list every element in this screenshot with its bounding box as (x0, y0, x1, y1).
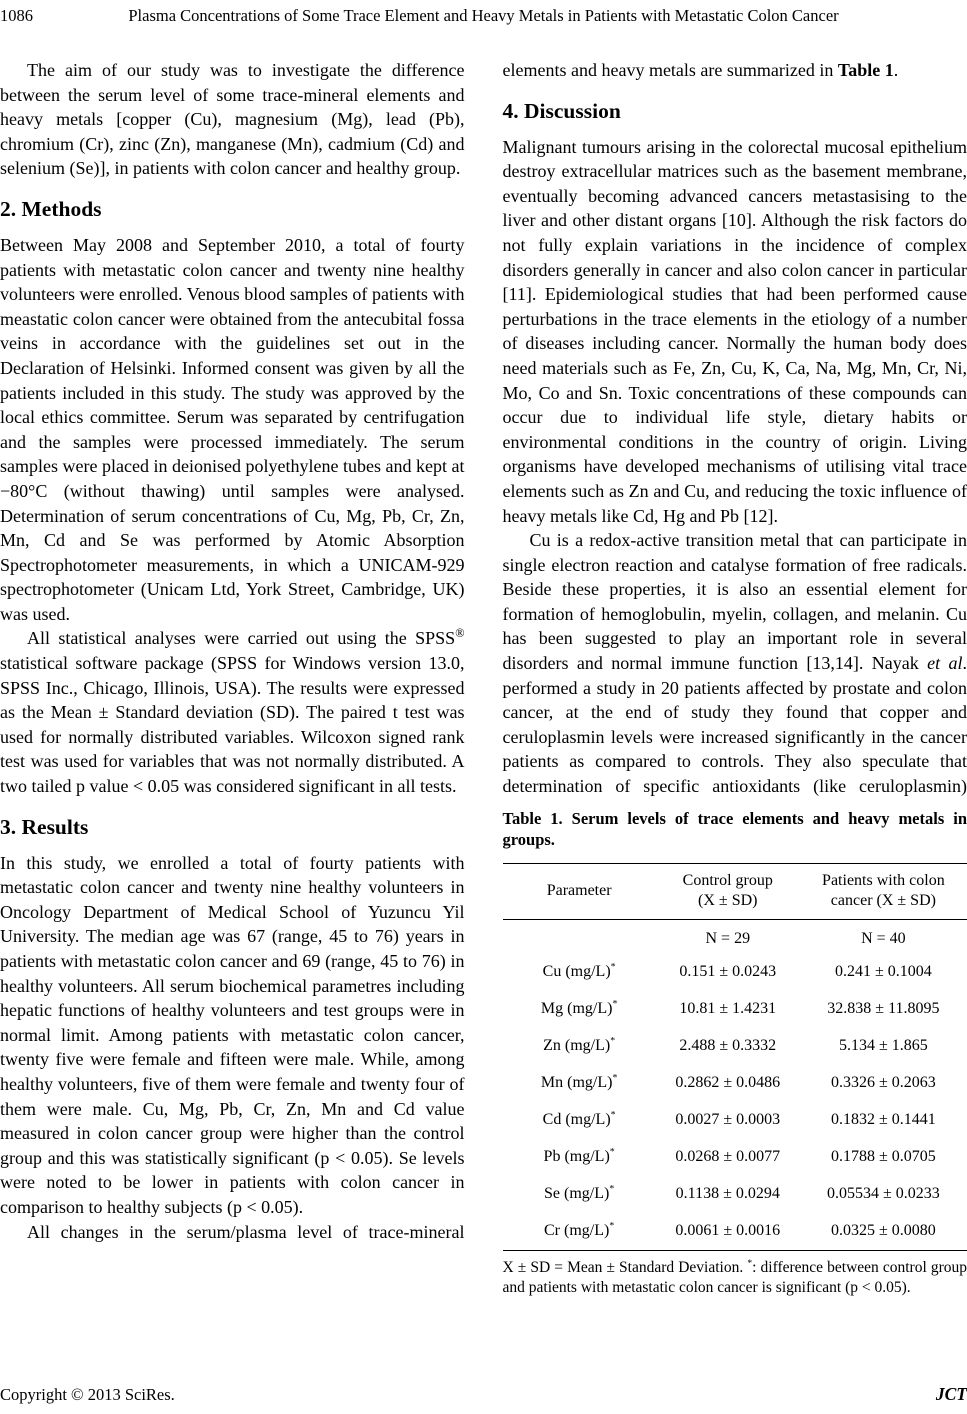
methods-paragraph-2 (0, 626, 465, 798)
two-column-body (0, 58, 967, 1298)
significance-asterisk: * (612, 998, 618, 1010)
cancer-value-cell: 0.3326 ± 0.2063 (830, 1074, 936, 1092)
text-segment: X ± SD = Mean ± Standard Deviation. (502, 1258, 748, 1276)
column-header-control-group (656, 863, 800, 919)
et-al-italic: et al (927, 653, 963, 674)
table-footnote (503, 1258, 967, 1298)
running-title: Plasma Concentrations of Some Trace Element and Heavy Metals in Patients with Metastatic Colon Cancer (128, 6, 839, 25)
table-caption: Table 1. Serum levels of trace elements and heavy metals in groups. (502, 808, 967, 850)
significance-asterisk: * (612, 1072, 618, 1084)
control-value-cell: 0.1138 ± 0.0294 (675, 1185, 780, 1203)
text-segment: . (893, 60, 899, 80)
control-value-cell: 10.81 ± 1.4231 (679, 1000, 777, 1018)
cancer-value-cell: 0.1788 ± 0.0705 (830, 1148, 936, 1166)
control-value-cell: 0.151 ± 0.0243 (679, 963, 777, 981)
text-segment: Pb (mg/L) (543, 1148, 610, 1166)
cancer-value-cell: 5.134 ± 1.865 (838, 1037, 928, 1055)
table-row (503, 1102, 967, 1139)
table-row (503, 1028, 967, 1065)
intro-paragraph: The aim of our study was to investigate the difference between the serum level of some trace-mineral elements and heavy metals [copper (Cu), magnesium (Mg), lead (Pb), chromium (Cr), zinc (Zn), manganese (Mn), cadmium (Cd) and selenium (Se)], in patients with colon cancer and healthy group. (0, 60, 465, 179)
cancer-value-cell: 32.838 ± 11.8095 (827, 1000, 940, 1018)
control-value-cell: 0.0268 ± 0.0077 (675, 1148, 781, 1166)
control-value-cell: 0.2862 ± 0.0486 (675, 1074, 781, 1092)
table-1-block (503, 808, 967, 1298)
table-row (503, 1139, 967, 1176)
text-segment: Mn (mg/L) (540, 1074, 613, 1092)
cancer-value-cell: 0.1832 ± 0.1441 (830, 1111, 936, 1129)
table-row (503, 1065, 967, 1102)
text-segment: : difference between control group and patients with metastatic colon cancer is significant (p < 0.05). (502, 1258, 967, 1296)
discussion-paragraph-1: Malignant tumours arising in the colorectal mucosal epithelium destroy extracellular matrices such as the basement membrane, eventually becoming advanced cancers metastasising to the liver and other distant organs [10]. Although the risk factors do not fully explain variations in the incidence of complex disorders generally in cancer and also colon cancer in particular [11]. Epidemiological studies that had been performed cause perturbations in the trace elements in the etiology of a number of diseases including cancer. Normally the human body does need materials such as Fe, Zn, Cu, K, Ca, Na, Mg, Mn, Cr, Ni, Mo, Co and Sn. Toxic concentrations of these compounds can occur due to individual life style, dietary habits or environmental conditions in the country of origin. Living organisms have developed mechanisms of utilising vital trace elements such as Zn and Cu, and reducing the toxic influence of heavy metals like Cd, Hg and Pb [12]. (502, 136, 967, 526)
text-segment: Se (mg/L) (544, 1185, 610, 1203)
parameter-cell (503, 991, 656, 1028)
parameter-cell (503, 954, 656, 991)
page-footer (0, 1384, 967, 1405)
significance-asterisk: * (609, 1183, 615, 1195)
table-row (503, 954, 967, 991)
registered-trademark-symbol: ® (455, 626, 465, 641)
cancer-value-cell: 0.05534 ± 0.0233 (826, 1185, 940, 1203)
parameter-cell (503, 1176, 656, 1213)
table-1 (503, 863, 967, 1251)
discussion-heading: 4. Discussion (502, 98, 621, 123)
text-segment: Mg (mg/L) (540, 1000, 613, 1018)
right-column (503, 58, 967, 1298)
cancer-value-cell: 0.0325 ± 0.0080 (830, 1222, 936, 1240)
table-row (503, 1213, 967, 1251)
sample-size-row (503, 919, 967, 954)
methods-heading: 2. Methods (0, 196, 102, 221)
empty-cell (503, 919, 656, 954)
table-reference: Table 1 (837, 60, 894, 80)
text-segment: cancer (X ± SD) (830, 891, 936, 909)
significance-asterisk: * (610, 1035, 616, 1047)
control-sample-size: N = 29 (705, 929, 751, 947)
table-row (503, 991, 967, 1028)
control-value-cell: 2.488 ± 0.3332 (679, 1037, 777, 1055)
continuation-paragraph (503, 58, 967, 83)
methods-paragraph-1: Between May 2008 and September 2010, a total of fourty patients with metastatic colon cancer and twenty nine healthy volunteers were enrolled. Venous blood samples of patients with meastatic colon cancer were obtained from the antecubital fossa veins in accordance with the guidelines set out in the Declaration of Helsinki. Informed consent was given by all the patients included in this study. The study was approved by the local ethics committee. Serum was separated by centrifugation and the samples were processed immediately. The serum samples were placed in deionised polyethylene tubes and kept at −80°C (without thawing) until samples were analysed. Determination of serum concentrations of Cu, Mg, Pb, Cr, Zn, Mn, Cd and Se was performed by Atomic Absorption Spectrophotometer measurements, in which a UNICAM-929 spectrophotometer (Unicam Ltd, York Street, Cambridge, UK) was used. (0, 234, 465, 624)
significance-asterisk: * (609, 1220, 615, 1232)
column-header-parameter: Parameter (503, 863, 656, 919)
text-segment: statistical software package (SPSS for Windows version 13.0, SPSS Inc., Chicago, Illinois, USA). The results were expressed as the Mean ± Standard deviation (SD). The paired t test was used for normally distributed variables. Wilcoxon signed rank test was used for variables that was not normally distributed. A two tailed p value < 0.05 was considered significant in all tests. (0, 653, 465, 797)
text-segment: Zn (mg/L) (543, 1037, 611, 1055)
copyright-text: Copyright © 2013 SciRes. (0, 1385, 175, 1404)
significance-asterisk: * (610, 961, 616, 973)
results-paragraph-1: In this study, we enrolled a total of fourty patients with metastatic colon cancer and twenty nine healthy volunteers in Oncology Department of Medical School of Yuzuncu Yil University. The median age was 67 (range, 45 to 76) years in patients with metastatic colon cancer and 69 (range, 45 to 76) in healthy volunteers. All serum biochemical parametres including hepatic functions of healthy volunteers and test groups were in normal limit. Among patients with metastatic colon cancer, twenty five were female and fifteen were male. While, among healthy volunteers, five of them were female and twenty four of them were male. Cu, Mg, Pb, Cr, Zn, Mn and Cd value measured in colon cancer group were higher than the control group and this was statistically significant (p < 0.05). Se levels were noted to be lower in patients with colon cancer in comparison to healthy subjects (p < 0.05). (0, 852, 465, 1217)
cancer-sample-size: N = 40 (861, 929, 906, 947)
parameter-cell (503, 1065, 656, 1102)
significance-asterisk: * (610, 1109, 616, 1121)
text-segment: Cu is a redox-active transition metal that can participate in single electron reaction and catalyse formation of free radicals. Beside these properties, it is also an essential element for formation of hemoglobulin, myelin, collagen, and melanin. Cu has been suggested to play an important role in several disorders and normal immune function [13,14]. Nayak (502, 530, 967, 674)
text-segment: All statistical analyses were carried out using the SPSS (27, 628, 456, 649)
text-segment: Cd (mg/L) (542, 1111, 611, 1129)
journal-abbreviation: JCT (935, 1384, 967, 1404)
text-segment: Patients with colon (822, 871, 945, 889)
discussion-paragraph-2 (503, 528, 967, 799)
page-header (0, 5, 967, 27)
left-column (0, 58, 465, 1298)
text-segment: elements and heavy metals are summarized in (502, 60, 838, 80)
text-segment: . performed a study in 20 patients affected by prostate and colon cancer, at the end of study they found that copper and ceruloplasmin levels were increased significantly in the cancer patients as compared to controls. They also speculate that determination of specific antioxidants (like ceruloplasmin) (502, 653, 967, 797)
parameter-cell (503, 1213, 656, 1251)
results-paragraph-2: All changes in the serum/plasma level of trace-mineral (27, 1221, 465, 1242)
significance-asterisk: * (609, 1146, 615, 1158)
parameter-cell (503, 1139, 656, 1176)
results-heading: 3. Results (0, 814, 89, 839)
cancer-value-cell: 0.241 ± 0.1004 (834, 963, 932, 981)
parameter-cell (503, 1102, 656, 1139)
text-segment: Cu (mg/L) (542, 963, 611, 981)
column-header-cancer-group (800, 863, 967, 919)
parameter-cell (503, 1028, 656, 1065)
table-header-row (503, 863, 967, 919)
significance-asterisk: * (747, 1257, 753, 1269)
text-segment: Cr (mg/L) (544, 1222, 610, 1240)
text-segment: (X ± SD) (698, 891, 758, 909)
table-row (503, 1176, 967, 1213)
control-value-cell: 0.0027 ± 0.0003 (675, 1111, 781, 1129)
text-segment: Control group (682, 871, 773, 889)
page-number: 1086 (0, 6, 33, 25)
control-value-cell: 0.0061 ± 0.0016 (675, 1222, 781, 1240)
